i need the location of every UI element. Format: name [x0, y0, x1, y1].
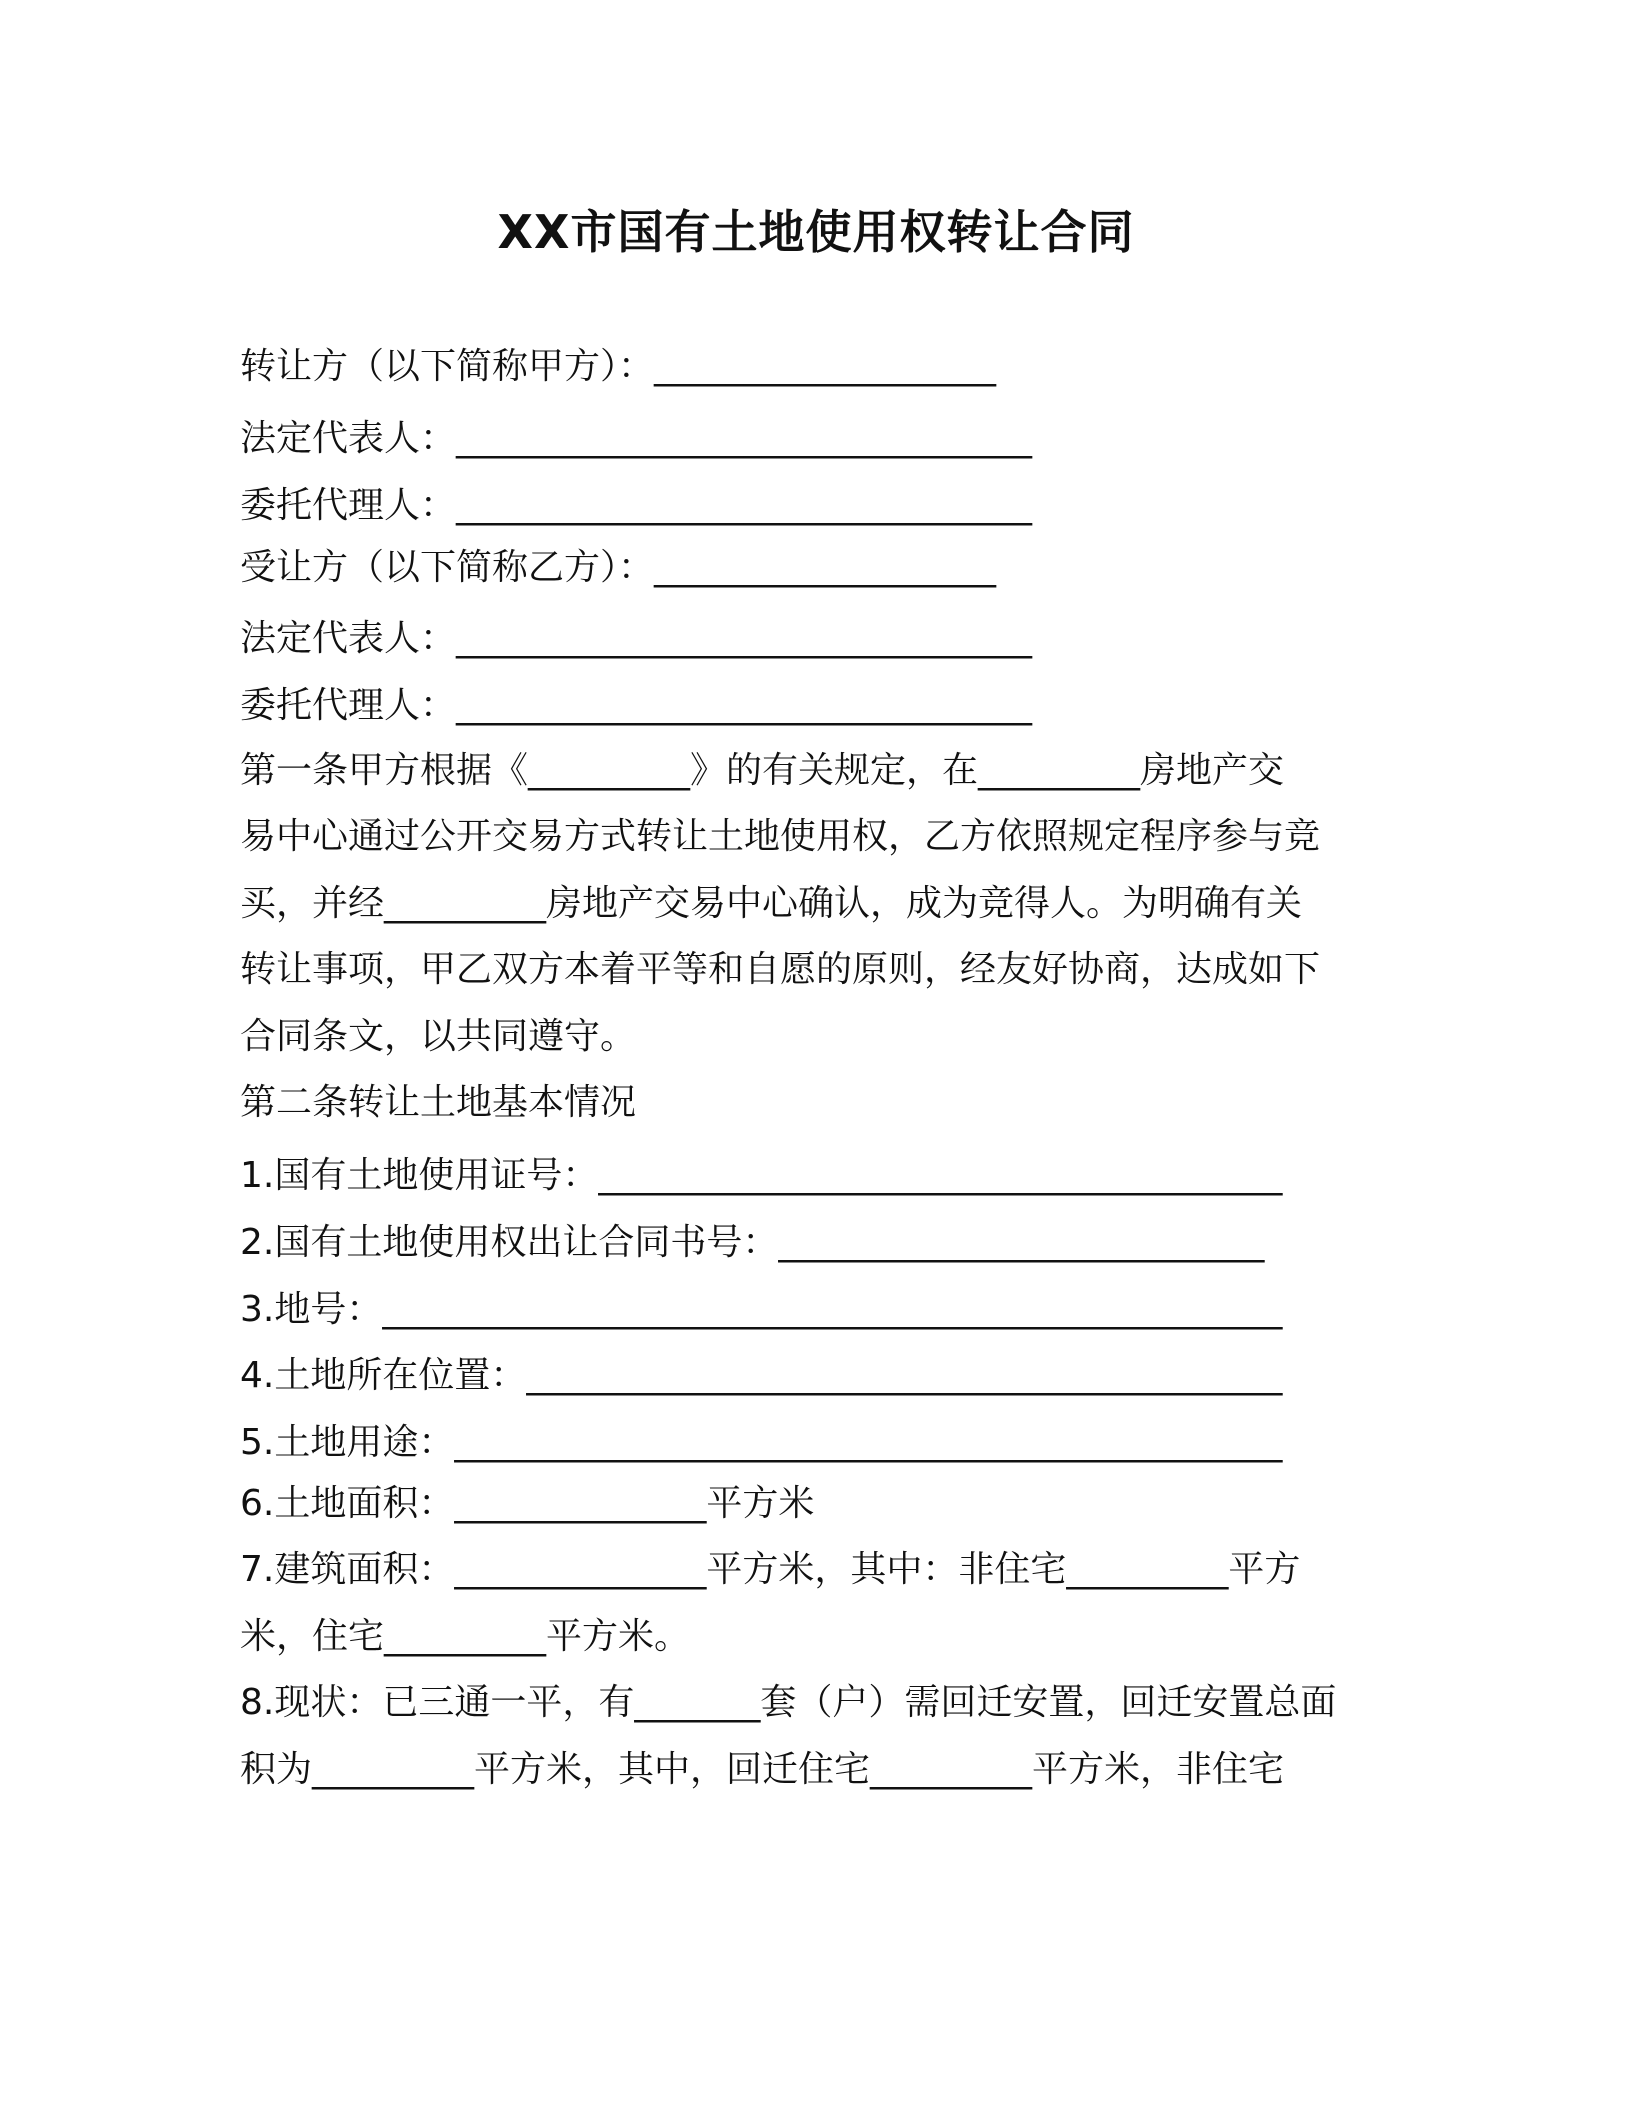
transferee-legal-rep-line: 法定代表人：________________________________ [240, 618, 1033, 659]
article-1-line-3: 买，并经_________房地产交易中心确认，成为竞得人。为明确有关 [240, 883, 1303, 924]
transferor-line: 转让方（以下简称甲方）：___________________ [240, 346, 997, 387]
item-8-status-line-2: 积为_________平方米，其中，回迁住宅_________平方米，非住宅 [240, 1749, 1285, 1790]
item-2-contract-no: 2.国有土地使用权出让合同书号：___________________________ [240, 1222, 1265, 1263]
article-1-line-5: 合同条文，以共同遵守。 [240, 1016, 637, 1057]
article-1-line-2: 易中心通过公开交易方式转让土地使用权，乙方依照规定程序参与竞 [240, 816, 1321, 857]
item-7-building-area-line-1: 7.建筑面积：______________平方米，其中：非住宅_________平方 [240, 1549, 1301, 1590]
transferee-agent-line: 委托代理人：________________________________ [240, 685, 1033, 726]
item-6-land-area: 6.土地面积：______________平方米 [240, 1483, 815, 1524]
transferor-legal-rep-line: 法定代表人：________________________________ [240, 418, 1033, 459]
item-8-status-line-1: 8.现状：已三通一平，有_______套（户）需回迁安置，回迁安置总面 [240, 1682, 1337, 1723]
transferee-line: 受让方（以下简称乙方）：___________________ [240, 547, 997, 588]
item-3-lot-no: 3.地号：__________________________________________________ [240, 1289, 1283, 1330]
transferor-agent-line: 委托代理人：________________________________ [240, 485, 1033, 526]
document-title: XX市国有土地使用权转让合同 [497, 205, 1135, 259]
item-4-land-location: 4.土地所在位置：__________________________________________ [240, 1355, 1283, 1396]
item-5-land-use: 5.土地用途：______________________________________________ [240, 1422, 1283, 1463]
item-7-building-area-line-2: 米，住宅_________平方米。 [240, 1616, 691, 1657]
article-1-line-1: 第一条甲方根据《_________》的有关规定，在_________房地产交 [240, 750, 1285, 791]
article-2-heading: 第二条转让土地基本情况 [240, 1082, 637, 1123]
item-1-land-cert-no: 1.国有土地使用证号：______________________________________ [240, 1155, 1283, 1196]
article-1-line-4: 转让事项，甲乙双方本着平等和自愿的原则，经友好协商，达成如下 [240, 949, 1321, 990]
